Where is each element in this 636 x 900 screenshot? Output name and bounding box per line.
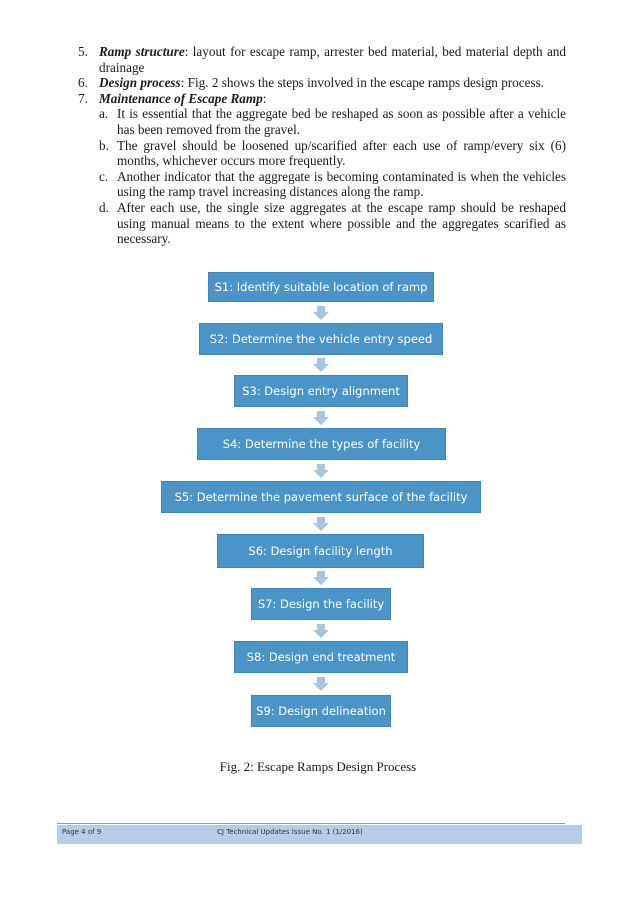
sublist-letter: c. xyxy=(99,168,109,184)
list-text: : Fig. 2 shows the steps involved in the escape ramps design process. xyxy=(180,75,545,91)
sublist-text: It is essential that the aggregate bed be reshaped as soon as possible after a vehicle has been removed from the gravel. xyxy=(117,106,566,137)
sublist-item-a xyxy=(78,106,566,137)
flow-arrow-icon xyxy=(313,306,329,320)
page-footer xyxy=(57,825,582,844)
flow-arrow-icon xyxy=(313,358,329,372)
list-number: 5. xyxy=(78,44,88,59)
sublist-item-b xyxy=(78,138,566,169)
sublist-text: After each use, the single size aggregates at the escape ramp should be reshaped using manual means to the extent where possible and the aggregates scarified as necessary. xyxy=(117,199,566,247)
numbered-list xyxy=(78,44,566,247)
sublist-text: The gravel should be loosened up/scarified after each use of ramp/every six (6) months, whichever occurs more frequently. xyxy=(117,137,566,169)
list-lead: Ramp structure xyxy=(99,44,185,59)
sublist-letter: a. xyxy=(99,106,109,122)
flow-arrow-icon xyxy=(313,571,329,585)
flow-step-6: S6: Design facility length xyxy=(217,534,424,568)
list-item-5 xyxy=(78,44,566,75)
sublist-text: Another indicator that the aggregate is becoming contaminated is when the vehicles using the ramp travel increasing distances along the ramp. xyxy=(117,168,566,200)
sublist-item-c xyxy=(78,169,566,200)
list-text: : layout for escape ramp, arrester bed material, bed material depth and drainage xyxy=(99,44,566,75)
sublist xyxy=(78,106,566,246)
flow-step-9: S9: Design delineation xyxy=(251,695,391,727)
sublist-item-d xyxy=(78,200,566,247)
flow-step-5: S5: Determine the pavement surface of the facility xyxy=(161,481,481,513)
list-lead: Maintenance of Escape Ramp xyxy=(99,90,263,106)
flow-arrow-icon xyxy=(313,411,329,425)
list-text: : xyxy=(262,90,267,106)
flow-step-4: S4: Determine the types of facility xyxy=(197,428,446,460)
flow-step-8: S8: Design end treatment xyxy=(234,641,408,673)
flow-arrow-icon xyxy=(313,677,329,691)
sublist-letter: b. xyxy=(99,137,109,153)
flow-step-2: S2: Determine the vehicle entry speed xyxy=(199,323,443,355)
sublist-letter: d. xyxy=(99,199,109,215)
flow-arrow-icon xyxy=(313,624,329,638)
flow-arrow-icon xyxy=(313,464,329,478)
flow-step-1: S1: Identify suitable location of ramp xyxy=(208,272,434,302)
list-item-7 xyxy=(78,91,566,107)
flow-step-3: S3: Design entry alignment xyxy=(234,375,408,407)
footer-divider xyxy=(57,823,565,824)
flow-step-7: S7: Design the facility xyxy=(251,588,391,620)
page-number: Page 4 of 9 xyxy=(62,828,102,836)
publication-title: CJ Technical Updates Issue No. 1 (1/2016) xyxy=(217,828,363,836)
list-number: 6. xyxy=(78,75,88,91)
figure-caption: Fig. 2: Escape Ramps Design Process xyxy=(219,759,417,774)
flow-arrow-icon xyxy=(313,517,329,531)
list-item-6 xyxy=(78,75,566,91)
list-lead: Design process xyxy=(99,75,181,91)
list-number: 7. xyxy=(78,90,88,106)
